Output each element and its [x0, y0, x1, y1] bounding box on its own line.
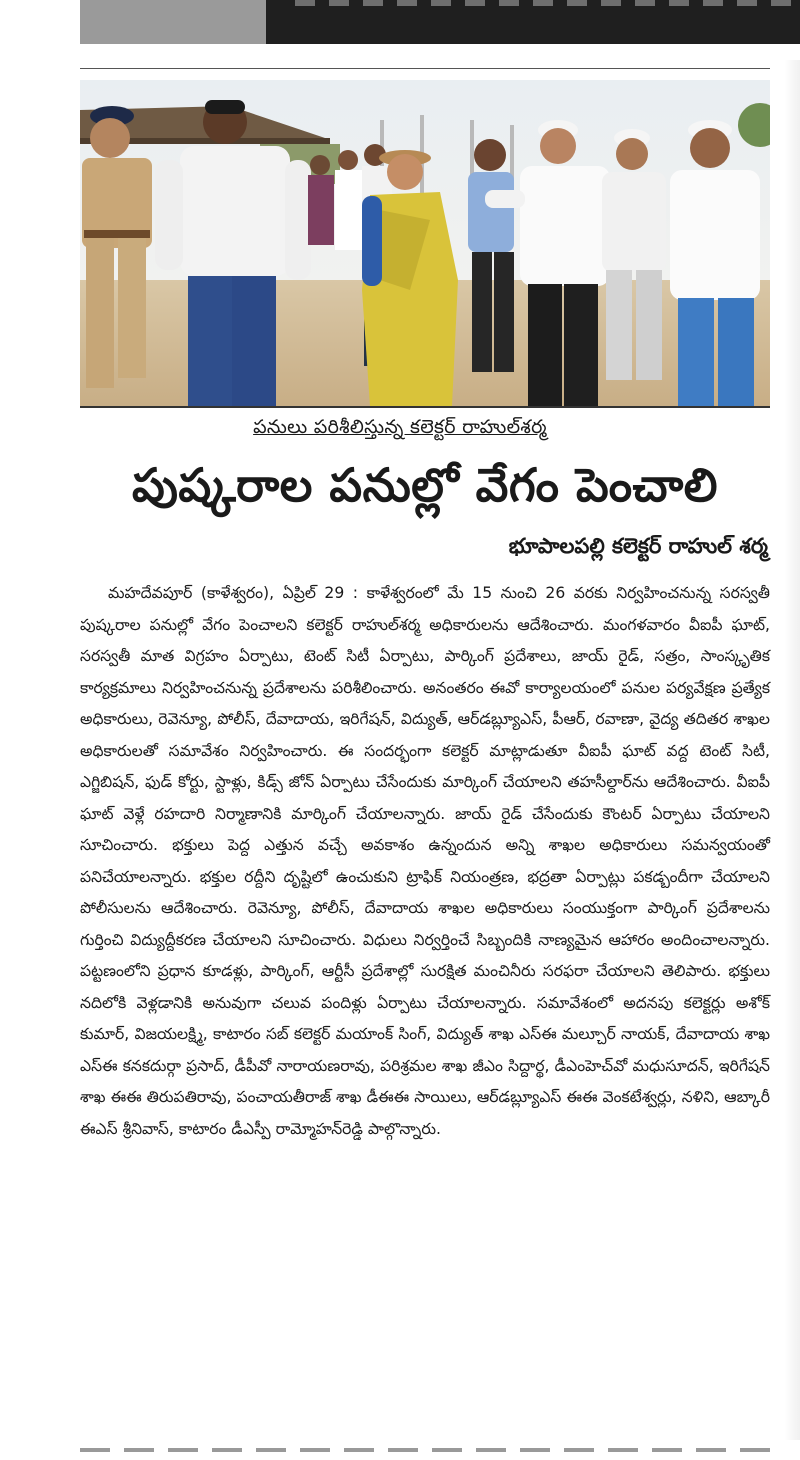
news-photo: [80, 80, 770, 408]
page-edge-shadow: [784, 60, 800, 1440]
masthead-grey-block: [80, 0, 266, 44]
photo-caption: పనులు పరిశీలిస్తున్న కలెక్టర్ రాహుల్‌శర్మ: [253, 416, 547, 438]
headline: పుష్కరాల పనుల్లో వేగం పెంచాలి: [131, 458, 719, 512]
article-body: మహదేవపూర్ (కాళేశ్వరం), ఏప్రిల్ 29 : కాళేశ్వరంలో మే 15 నుంచి 26 వరకు నిర్వహించనున్న సరస్వతీ పుష్కరాల పనుల్లో వేగం పెంచాలని కలెక్టర్ రాహుల్‌శర్మ అధికారులను ఆదేశించారు. మంగళవారం వీఐపీ ఘాట్, సరస్వతీ మాత విగ్రహం ఏర్పాటు, టెంట్ సిటీ ఏర్పాటు, పార్కింగ్ ప్రదేశాలు, జాయ్ రైడ్, సత్రం, సాంస్కృతిక కార్యక్రమాలు నిర్వహించనున్న ప్రదేశాలను పరిశీలించారు. అనంతరం ఈవో కార్యాలయంలో పనుల పర్యవేక్షణ ప్రత్యేక అధికారులు, రెవెన్యూ, పోలీస్, దేవాదాయ, ఇరిగేషన్, విద్యుత్, ఆర్‌డబ్ల్యూఎస్, పీఆర్, రవాణా, వైద్య తదితర శాఖల అధికారులతో సమావేశం నిర్వహించారు. ఈ సందర్భంగా కలెక్టర్ మాట్లాడుతూ వీఐపీ ఘాట్ వద్ద టెంట్ సిటీ, ఎగ్జిబిషన్, ఫుడ్ కోర్టు, స్టాళ్లు, కిడ్స్ జోన్ ఏర్పాటు చేసేందుకు మార్కింగ్ చేయాలని తహసీల్దార్‌ను ఆదేశించారు. వీఐపీ ఘాట్ వెళ్లే రహదారి నిర్మాణానికి మార్కింగ్ చేయాలన్నారు. జాయ్ రైడ్ చేసేందుకు కౌంటర్ ఏర్పాటు చేయాలని సూచించారు. భక్తులు పెద్ద ఎత్తున వచ్చే అవకాశం ఉన్నందున అన్ని శాఖల అధికారులు సమన్వయంతో పనిచేయాలన్నారు. భక్తుల రద్దీని దృష్టిలో ఉంచుకుని ట్రాఫిక్ నియంత్రణ, భద్రతా ఏర్పాట్లు పకడ్బందీగా చేయాలని పోలీసులను ఆదేశించారు. రెవెన్యూ, పోలీస్, దేవాదాయ శాఖల అధికారులు సంయుక్తంగా పార్కింగ్ ప్రదేశాలను గుర్తించి విద్యుద్దీకరణ చేయాలని సూచించారు. విధులు నిర్వర్తించే సిబ్బందికి నాణ్యమైన ఆహారం అందించాలన్నారు. పట్టణంలోని ప్రధాన కూడళ్లు, పార్కింగ్, ఆర్టీసీ ప్రదేశాల్లో సురక్షిత మంచినీరు సరఫరా చేయాలని తెలిపారు. భక్తులు నదిలోకి వెళ్లడానికి అనువుగా చలువ పందిళ్లు ఏర్పాటు చేయాలన్నారు. సమావేశంలో అదనపు కలెక్టర్లు అశోక్ కుమార్, విజయలక్ష్మి, కాటారం సబ్ కలెక్టర్ మయాంక్ సింగ్, విద్యుత్ శాఖ ఎస్ఈ మల్చూర్ నాయక్, దేవాదాయ శాఖ ఎస్ఈ కనకదుర్గా ప్రసాద్, డీపీవో నారాయణరావు, పరిశ్రమల శాఖ జీఎం సిద్దార్థ, డీఎంహెచ్‌వో మధుసూదన్, ఇరిగేషన్ శాఖ ఈఈ తిరుపతిరావు, పంచాయతీరాజ్ శాఖ డీఈఈ సాయిలు, ఆర్‌డబ్ల్యూఎస్ ఈఈ వెంకటేశ్వర్లు, నళిని, ఆబ్కారీ ఈఎస్ శ్రీనివాస్, కాటారం డీఎస్పీ రామ్మోహన్‌రెడ్డి పాల్గొన్నారు.: [80, 584, 771, 1138]
masthead-bar: [80, 0, 800, 44]
masthead-cut-text: [295, 0, 800, 6]
bottom-rule: [80, 1448, 770, 1452]
subheadline: భూపాలపల్లి కలెక్టర్ రాహుల్ శర్మ: [508, 534, 768, 558]
top-rule: [80, 68, 770, 69]
figure-man-blue-shirt: [468, 139, 514, 372]
